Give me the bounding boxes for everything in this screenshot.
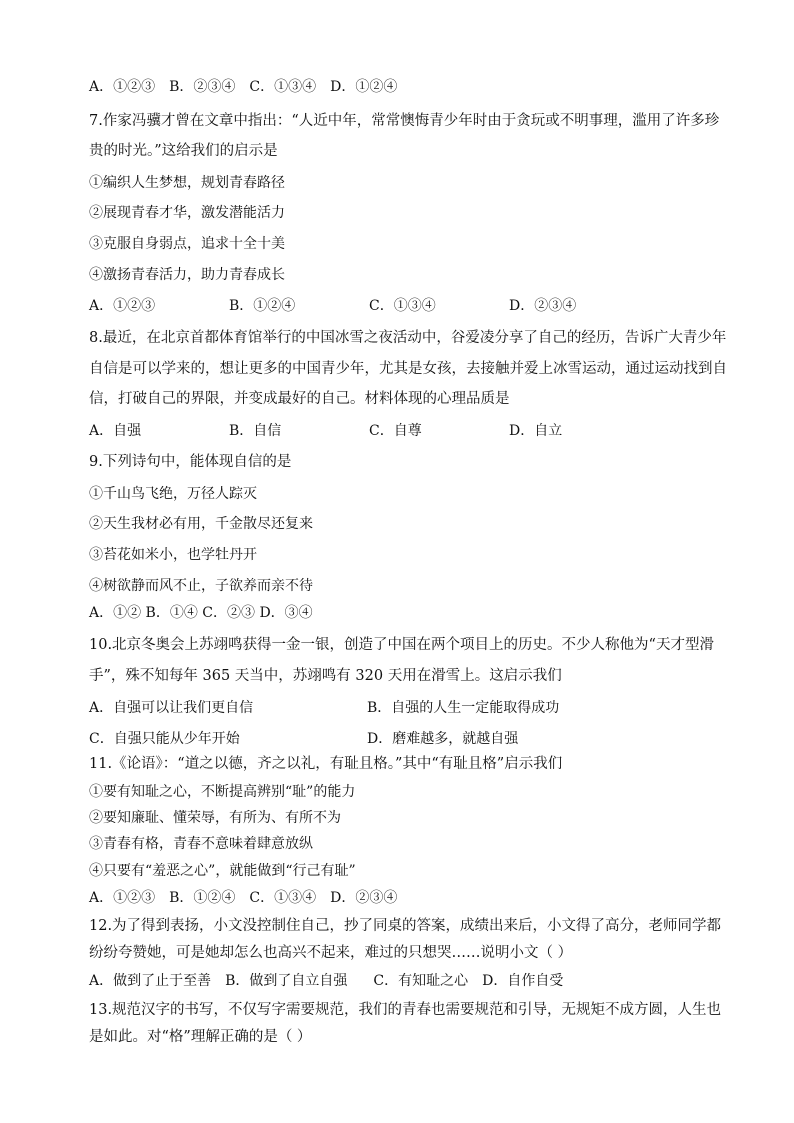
q12-stem-line-1: 12.为了得到表扬，小文没控制住自己，抄了同桌的答案，成绩出来后，小文得了高分，老师同学都 xyxy=(89,918,722,934)
q7-stem-line-2: 贵的时光。”这给我们的启示是 xyxy=(89,143,278,159)
q10-option-a: A．自强可以让我们更自信 xyxy=(89,700,254,716)
q7-options xyxy=(89,296,576,316)
q7-item-3: ③克服自身弱点，追求十全十美 xyxy=(89,236,285,252)
q10-option-d: D．磨难越多，就越自强 xyxy=(367,731,519,747)
q9-item-4: ④树欲静而风不止，子欲养而亲不待 xyxy=(89,578,313,594)
q7-item-4: ④激扬青春活力，助力青春成长 xyxy=(89,267,285,283)
q9-options: A．①② B．①④ C．②③ D．③④ xyxy=(89,605,313,621)
q9-stem: 9.下列诗句中，能体现自信的是 xyxy=(89,454,292,470)
q11-options xyxy=(89,888,397,908)
q13-stem-line-1: 13.规范汉字的书写，不仅写字需要规范，我们的青春也需要规范和引导，无规矩不成方圆，人生也 xyxy=(89,1002,722,1018)
q13-stem-line-2: 是如此。对“格”理解正确的是（ ） xyxy=(89,1029,312,1045)
q8-options xyxy=(89,421,562,441)
q7-item-1: ①编织人生梦想，规划青春路径 xyxy=(89,175,285,191)
q8-option-c: C．自尊 xyxy=(369,423,422,439)
q8-option-a: A．自强 xyxy=(89,423,142,439)
q8-stem-line-1: 8.最近，在北京首都体育馆举行的中国冰雪之夜活动中，谷爱凌分享了自己的经历，告诉广大青少年 xyxy=(89,330,727,346)
q12-options xyxy=(89,971,563,991)
q10-option-c: C．自强只能从少年开始 xyxy=(89,731,240,747)
q11-option-a: A．①②③ xyxy=(89,890,156,906)
q7-option-c: C．①③④ xyxy=(369,298,436,314)
q9-item-3: ③苔花如米小，也学牡丹开 xyxy=(89,547,257,563)
q8-option-d: D．自立 xyxy=(509,423,563,439)
q11-stem: 11.《论语》：“道之以德，齐之以礼，有耻且格。”其中“有耻且格”启示我们 xyxy=(89,756,563,772)
q10-options-row-1 xyxy=(89,698,559,718)
q12-stem-line-2: 纷纷夸赞她，可是她却怎么也高兴不起来，难过的只想哭……说明小文（ ） xyxy=(89,945,573,961)
q6-option-d: D．①②④ xyxy=(330,79,398,95)
q11-item-1: ①要有知耻之心，不断提高辨别“耻”的能力 xyxy=(89,784,356,800)
q10-options-row-2 xyxy=(89,729,518,749)
q11-item-2: ②要知廉耻、懂荣辱，有所为、有所不为 xyxy=(89,810,341,826)
q6-option-a: A．①②③ xyxy=(89,79,156,95)
q9-item-2: ②天生我材必有用，千金散尽还复来 xyxy=(89,516,313,532)
q10-stem-line-1: 10.北京冬奥会上苏翊鸣获得一金一银，创造了中国在两个项目上的历史。不少人称他为“天才型滑 xyxy=(89,637,714,653)
q11-item-3: ③青春有格，青春不意味着肆意放纵 xyxy=(89,836,313,852)
q12-option-a: A．做到了止于至善 xyxy=(89,973,212,989)
q12-option-b: B．做到了自立自强 xyxy=(225,973,348,989)
q7-option-b: B．①②④ xyxy=(229,298,296,314)
q12-option-c: C．有知耻之心 xyxy=(373,973,469,989)
q7-option-a: A．①②③ xyxy=(89,298,156,314)
q11-option-b: B．①②④ xyxy=(169,890,236,906)
q6-option-b: B．②③④ xyxy=(169,79,236,95)
q11-item-4: ④只要有“羞恶之心”，就能做到“行己有耻” xyxy=(89,863,356,879)
q7-item-2: ②展现青春才华，激发潜能活力 xyxy=(89,205,285,221)
q10-option-b: B．自强的人生一定能取得成功 xyxy=(367,700,560,716)
q6-option-c: C．①③④ xyxy=(249,79,317,95)
q7-stem-line-1: 7.作家冯骥才曾在文章中指出：“人近中年，常常懊悔青少年时由于贪玩或不明事理，滥用了许多珍 xyxy=(89,113,720,129)
q6-options xyxy=(89,77,397,97)
q8-option-b: B．自信 xyxy=(229,423,282,439)
q11-option-d: D．②③④ xyxy=(330,890,398,906)
q9-item-1: ①千山鸟飞绝，万径人踪灭 xyxy=(89,486,257,502)
q12-option-d: D．自作自受 xyxy=(482,973,564,989)
q10-stem-line-2: 手”，殊不知每年 365 天当中，苏翊鸣有 320 天用在滑雪上。这启示我们 xyxy=(89,668,562,684)
q11-option-c: C．①③④ xyxy=(249,890,317,906)
q8-stem-line-2: 自信是可以学来的，想让更多的中国青少年，尤其是女孩，去接触并爱上冰雪运动，通过运动找到自 xyxy=(89,361,727,377)
q8-stem-line-3: 信，打破自己的界限，并变成最好的自己。材料体现的心理品质是 xyxy=(89,391,510,407)
q7-option-d: D．②③④ xyxy=(509,298,577,314)
